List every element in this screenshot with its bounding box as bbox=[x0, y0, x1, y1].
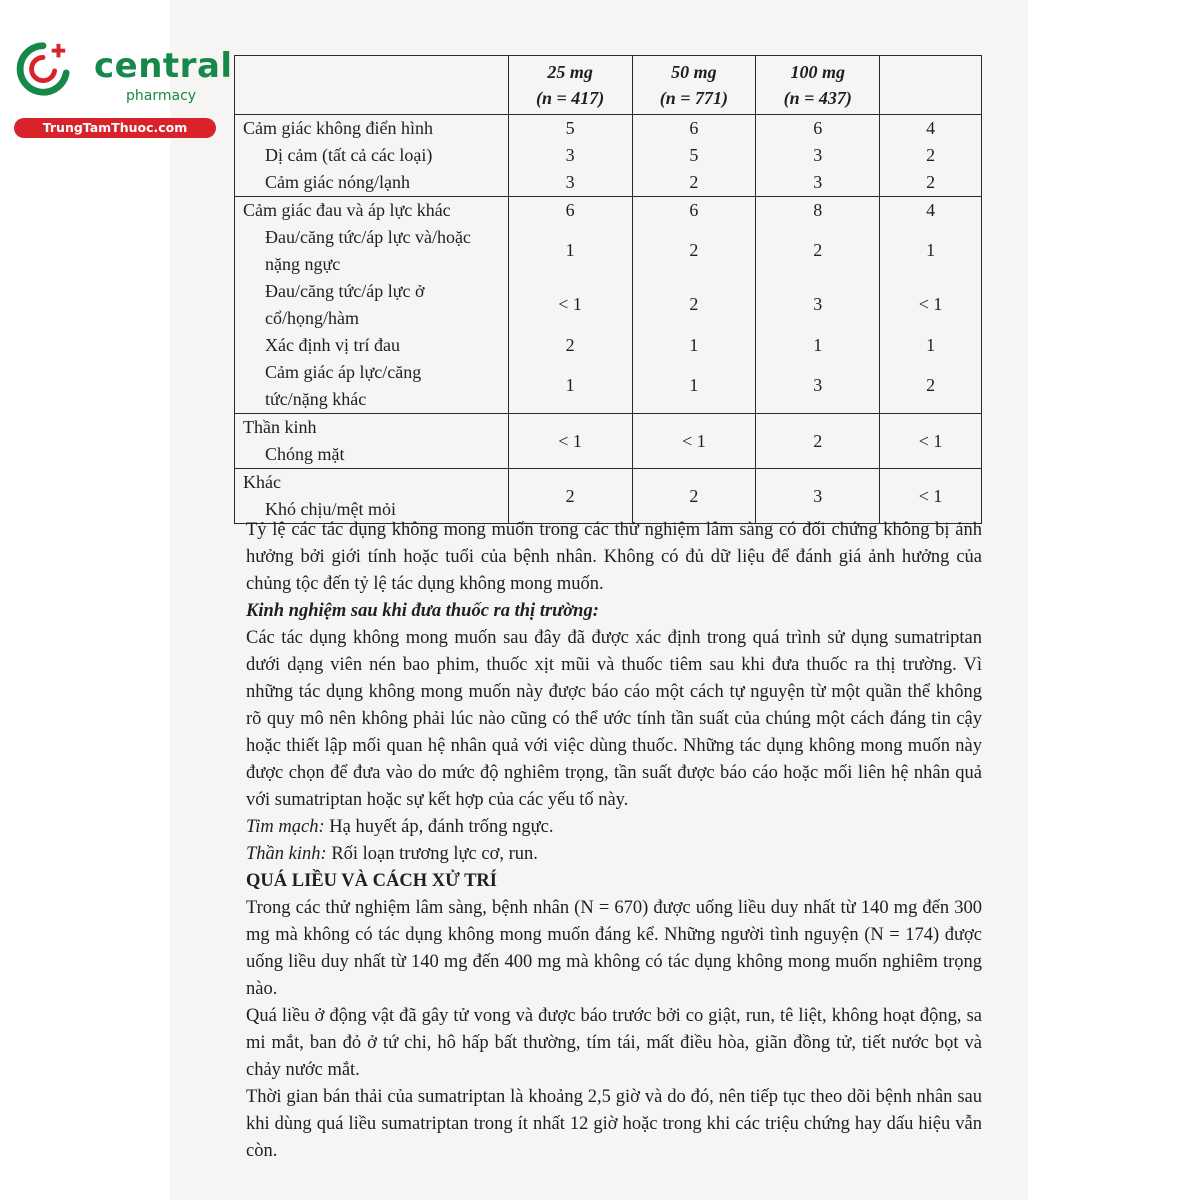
value-cell: 2 bbox=[565, 485, 575, 506]
section-heading-overdose: QUÁ LIỀU VÀ CÁCH XỬ TRÍ bbox=[246, 871, 497, 891]
label-cardiovascular: Tim mạch: bbox=[246, 817, 325, 837]
value-cell: 2 bbox=[813, 240, 823, 260]
value-cell: 2 bbox=[926, 172, 936, 192]
value-cell: < 1 bbox=[918, 294, 943, 314]
paragraph-cardiovascular bbox=[246, 814, 982, 841]
group-title: Thần kinh bbox=[243, 417, 317, 437]
item-label: Khó chịu/mệt mỏi bbox=[265, 499, 396, 519]
item-label: Dị cảm (tất cả các loại) bbox=[265, 145, 433, 165]
group-title: Khác bbox=[243, 472, 281, 492]
value-cell: 1 bbox=[926, 335, 936, 355]
value-cell: 1 bbox=[926, 240, 936, 260]
item-label: Đau/căng tức/áp lực và/hoặc bbox=[265, 227, 471, 247]
table-row-group bbox=[235, 115, 982, 197]
paragraph-postmarketing: Các tác dụng không mong muốn sau đây đã được xác định trong quá trình sử dụng sumatriptan dưới dạng viên nén bao phim, thuốc xịt mũi và thuốc tiêm sau khi đưa thuốc ra thị trường. Vì những tác dụng không mong muốn này được báo cáo một cách tự nguyện từ một quần thể không rõ quy mô nên không phải lúc nào cũng có thể ước tính tần suất của chúng một cách đáng tin cậy hoặc thiết lập mối quan hệ nhân quả với việc dùng thuốc. Những tác dụng không mong muốn này được chọn để đưa vào do mức độ nghiêm trọng, tần suất được báo cáo hoặc mối liên hệ nhân quả với sumatriptan hoặc sự kết hợp của các yếu tố này. bbox=[246, 628, 982, 810]
header-cell-50mg bbox=[632, 56, 756, 115]
value-cell: 2 bbox=[689, 485, 699, 506]
group-title: Cảm giác đau và áp lực khác bbox=[243, 200, 451, 220]
value-cell: 5 bbox=[565, 118, 575, 138]
section-heading-postmarketing: Kinh nghiệm sau khi đưa thuốc ra thị trường: bbox=[246, 601, 599, 621]
item-label: nặng ngực bbox=[265, 254, 341, 274]
value-cell: 2 bbox=[565, 335, 575, 355]
item-label: Đau/căng tức/áp lực ở bbox=[265, 281, 425, 301]
brand-subtitle: pharmacy bbox=[126, 88, 197, 104]
value-cell: 6 bbox=[689, 118, 699, 138]
col-25mg bbox=[508, 469, 632, 524]
value-cell: 2 bbox=[926, 145, 936, 165]
value-cell: 2 bbox=[689, 294, 699, 314]
value-cell: 3 bbox=[813, 145, 823, 165]
value-cell: 6 bbox=[813, 118, 823, 138]
row-labels bbox=[235, 469, 509, 524]
value-cell: 3 bbox=[565, 172, 575, 192]
col-50mg bbox=[632, 414, 756, 469]
header-cell-25mg bbox=[508, 56, 632, 115]
header-cell-empty bbox=[235, 56, 509, 115]
item-label: Xác định vị trí đau bbox=[265, 335, 400, 355]
value-cell: < 1 bbox=[558, 430, 582, 451]
value-cell: 2 bbox=[813, 430, 823, 451]
value-cell: 3 bbox=[813, 172, 823, 192]
value-cell: 3 bbox=[565, 145, 575, 165]
col-25mg bbox=[508, 197, 632, 414]
value-cell: < 1 bbox=[682, 430, 706, 451]
value-cell: 3 bbox=[813, 375, 823, 395]
table-row-group bbox=[235, 469, 982, 524]
header-n: (n = 417) bbox=[535, 88, 605, 108]
value-cell: 1 bbox=[565, 375, 575, 395]
col-50mg bbox=[632, 197, 756, 414]
value-cell: 4 bbox=[926, 200, 936, 220]
col-25mg bbox=[508, 414, 632, 469]
item-label: Cảm giác nóng/lạnh bbox=[265, 172, 410, 192]
value-cell: 2 bbox=[689, 172, 699, 192]
value-cell: < 1 bbox=[918, 430, 943, 451]
value-cell: 8 bbox=[813, 200, 823, 220]
header-dose: 50 mg bbox=[671, 62, 717, 82]
col-100mg bbox=[756, 197, 880, 414]
value-cell: < 1 bbox=[558, 294, 582, 314]
header-cell-placebo bbox=[880, 56, 982, 115]
col-100mg bbox=[756, 469, 880, 524]
adverse-effects-table bbox=[234, 55, 982, 524]
value-cell: 3 bbox=[813, 294, 823, 314]
col-50mg bbox=[632, 469, 756, 524]
col-100mg bbox=[756, 115, 880, 197]
item-label: Cảm giác áp lực/căng bbox=[265, 362, 422, 382]
value-cell: 1 bbox=[689, 375, 699, 395]
value-cell: 3 bbox=[813, 485, 823, 506]
central-pharmacy-logo[interactable] bbox=[8, 32, 233, 142]
value-cell: 4 bbox=[926, 118, 936, 138]
text-neurologic: Rối loạn trương lực cơ, run. bbox=[326, 844, 538, 864]
label-neurologic: Thần kinh: bbox=[246, 844, 327, 864]
table-row-group bbox=[235, 197, 982, 414]
value-cell: 6 bbox=[689, 200, 699, 220]
brand-site-banner: TrungTamThuoc.com bbox=[14, 118, 216, 138]
pharmacy-cross-logo-icon bbox=[14, 40, 72, 98]
paragraph-half-life: Thời gian bán thải của sumatriptan là khoảng 2,5 giờ và do đó, nên tiếp tục theo dõi bệnh nhân sau khi dùng quá liều sumatriptan trong ít nhất 12 giờ hoặc trong khi các triệu chứng hay dấu hiệu vẫn còn. bbox=[246, 1087, 982, 1161]
group-title: Cảm giác không điển hình bbox=[243, 118, 433, 138]
paragraph-overdose-animals: Quá liều ở động vật đã gây tử vong và được báo trước bởi co giật, run, tê liệt, không hoạt động, sa mi mắt, ban đỏ ở tứ chi, hô hấp bất thường, tím tái, mất điều hòa, giãn đồng tử, tiết nước bọt và chảy nước mắt. bbox=[246, 1006, 982, 1080]
value-cell: < 1 bbox=[918, 485, 943, 506]
col-placebo bbox=[880, 115, 982, 197]
value-cell: 6 bbox=[565, 200, 575, 220]
item-label: Chóng mặt bbox=[265, 444, 345, 464]
item-label: cổ/họng/hàm bbox=[265, 308, 359, 328]
value-cell: 1 bbox=[689, 335, 699, 355]
brand-name: central bbox=[94, 46, 233, 86]
header-cell-100mg bbox=[756, 56, 880, 115]
header-n: (n = 437) bbox=[783, 88, 852, 108]
value-cell: 2 bbox=[689, 240, 699, 260]
value-cell: 1 bbox=[813, 335, 823, 355]
table-row-group bbox=[235, 414, 982, 469]
table-header-row bbox=[235, 56, 982, 115]
value-cell: 5 bbox=[689, 145, 699, 165]
row-labels bbox=[235, 197, 509, 414]
value-cell: 1 bbox=[565, 240, 575, 260]
col-25mg bbox=[508, 115, 632, 197]
col-placebo bbox=[880, 469, 982, 524]
row-labels bbox=[235, 414, 509, 469]
header-dose: 100 mg bbox=[790, 62, 845, 82]
header-n: (n = 771) bbox=[659, 88, 729, 108]
body-text bbox=[246, 517, 982, 1165]
text-cardiovascular: Hạ huyết áp, đánh trống ngực. bbox=[324, 817, 554, 837]
paragraph-neurologic bbox=[246, 841, 982, 868]
value-cell: 2 bbox=[926, 375, 936, 395]
paragraph-demographics: Tỷ lệ các tác dụng không mong muốn trong các thử nghiệm lâm sàng có đối chứng không bị ảnh hưởng bởi giới tính hoặc tuổi của bệnh nhân. Không có đủ dữ liệu để đánh giá ảnh hưởng của chủng tộc đến tỷ lệ tác dụng không mong muốn. bbox=[246, 520, 982, 594]
col-placebo bbox=[880, 197, 982, 414]
col-100mg bbox=[756, 414, 880, 469]
col-50mg bbox=[632, 115, 756, 197]
header-dose: 25 mg bbox=[547, 62, 593, 82]
col-placebo bbox=[880, 414, 982, 469]
paragraph-overdose-trials: Trong các thử nghiệm lâm sàng, bệnh nhân (N = 670) được uống liều duy nhất từ 140 mg đến 300 mg mà không có tác dụng không mong muốn đáng kể. Những người tình nguyện (N = 174) được uống liều duy nhất từ 140 mg đến 400 mg mà không có tác dụng không mong muốn nghiêm trọng nào. bbox=[246, 898, 982, 999]
item-label: tức/nặng khác bbox=[265, 389, 367, 409]
row-labels bbox=[235, 115, 509, 197]
